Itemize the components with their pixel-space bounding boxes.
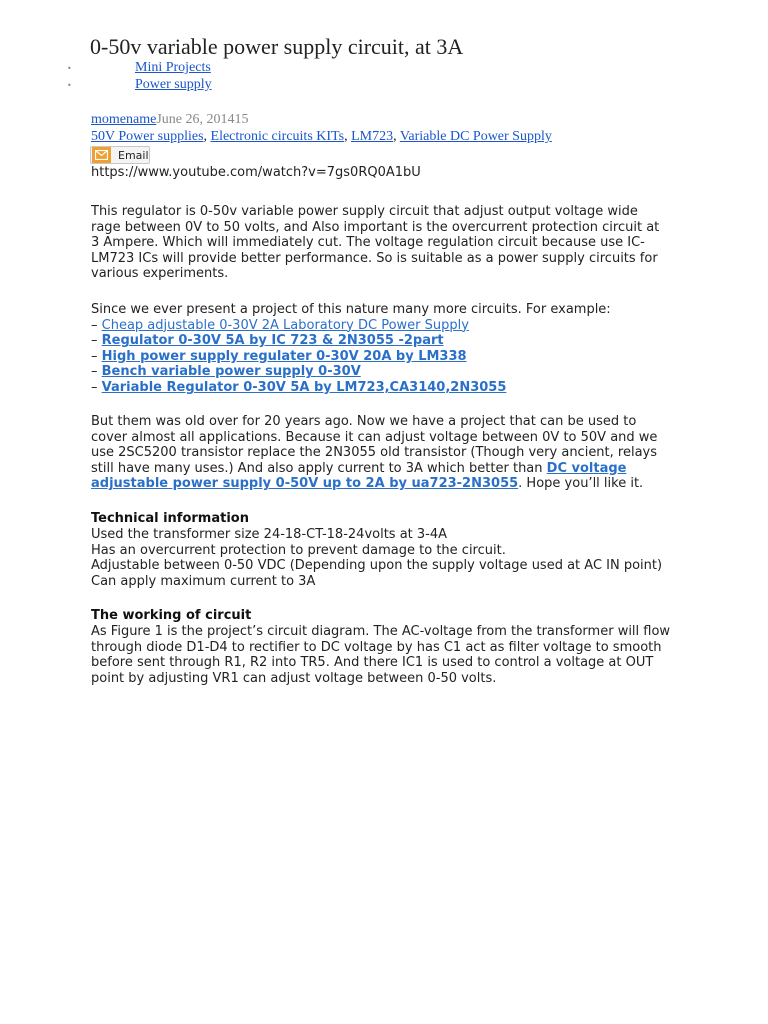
technical-information-heading: Technical information: [91, 511, 249, 526]
example-item: [91, 364, 691, 380]
paragraph-line: But them was old over for 20 years ago. Now we have a project that can be used to: [91, 414, 637, 429]
category-link-power-supply[interactable]: Power supply: [135, 77, 212, 92]
paragraph-line: [91, 461, 691, 477]
history-paragraph: [91, 414, 691, 492]
example-link-high-power-lm338[interactable]: High power supply regulater 0-30V 20A by LM338: [101, 348, 467, 364]
bullet-marker: •: [67, 81, 72, 90]
tag-link-electronic-circuits-kits[interactable]: Electronic circuits KITs: [210, 129, 345, 144]
tag-list: [91, 129, 552, 145]
working-of-circuit-heading: The working of circuit: [91, 608, 252, 623]
example-link-regulator-0-30v-5a[interactable]: Regulator 0-30V 5A by IC 723 & 2N3055 -2part: [101, 333, 444, 349]
category-link-mini-projects[interactable]: Mini Projects: [135, 60, 211, 75]
paragraph-line: through diode D1-D4 to rectifier to DC voltage by has C1 act as filter voltage to smooth: [91, 639, 662, 655]
dc-voltage-link-part2[interactable]: adjustable power supply 0-50V up to 2A by ua723-2N3055: [91, 476, 519, 492]
example-item: [91, 349, 691, 365]
intro-paragraph: [91, 204, 691, 282]
paragraph-line: use 2SC5200 transistor replace the 2N3055 old transistor (Though very ancient, relays: [91, 445, 658, 461]
paragraph-line: [91, 476, 691, 492]
spec-line: Can apply maximum current to 3A: [91, 573, 316, 589]
example-item: [91, 333, 691, 349]
paragraph-line: point by adjusting VR1 can adjust voltage between 0-50 volts.: [91, 670, 497, 686]
dc-voltage-link-part1[interactable]: DC voltage: [546, 460, 627, 476]
youtube-url: https://www.youtube.com/watch?v=7gs0RQ0A1bU: [91, 165, 421, 180]
spec-line: Used the transformer size 24-18-CT-18-24volts at 3-4A: [91, 527, 448, 542]
dash: –: [91, 333, 102, 349]
example-link-variable-regulator-lm723[interactable]: Variable Regulator 0-30V 5A by LM723,CA3140,2N3055: [101, 379, 507, 395]
spec-line: Adjustable between 0-50 VDC (Depending upon the supply voltage used at AC IN point): [91, 558, 663, 574]
envelope-icon: [92, 147, 111, 163]
bullet-marker: •: [67, 64, 72, 73]
tag-link-variable-dc-power-supply[interactable]: Variable DC Power Supply: [399, 129, 552, 144]
paragraph-line: This regulator is 0-50v variable power supply circuit that adjust output voltage wide: [91, 204, 638, 219]
tag-separator: ,: [344, 129, 352, 144]
paragraph-text: . Hope you’ll like it.: [518, 476, 644, 492]
example-item: [91, 380, 691, 396]
paragraph-line: LM723 ICs will provide better performance. So is suitable as a power supply circuits for: [91, 250, 658, 266]
spec-line: Has an overcurrent protection to prevent damage to the circuit.: [91, 542, 506, 558]
post-meta: [91, 112, 248, 128]
example-link-bench-variable[interactable]: Bench variable power supply 0-30V: [101, 364, 361, 380]
email-share-button[interactable]: [90, 146, 150, 164]
dash: –: [91, 364, 102, 380]
example-link-cheap-0-30v-2a[interactable]: Cheap adjustable 0-30V 2A Laboratory DC Power Supply: [101, 317, 469, 333]
paragraph-line: before sent through R1, R2 into TR5. And there IC1 is used to control a voltage at OUT: [91, 655, 654, 671]
paragraph-line: rage between 0V to 50 volts, and Also important is the overcurrent protection circuit at: [91, 219, 660, 235]
tag-separator: ,: [393, 129, 400, 144]
article-title: 0-50v variable power supply circuit, at 3A: [90, 34, 464, 59]
paragraph-line: cover almost all applications. Because it can adjust voltage between 0V to 50V and we: [91, 429, 658, 445]
paragraph-line: As Figure 1 is the project’s circuit diagram. The AC-voltage from the transformer will flow: [91, 624, 671, 639]
tag-separator: ,: [203, 129, 211, 144]
tag-link-lm723[interactable]: LM723: [351, 129, 394, 144]
dash: –: [91, 348, 102, 364]
email-button-label: Email: [118, 148, 149, 162]
paragraph-line: various experiments.: [91, 266, 229, 282]
post-date: June 26, 201415: [156, 112, 249, 127]
tag-link-50v-power-supplies[interactable]: 50V Power supplies: [91, 129, 204, 144]
examples-intro: Since we ever present a project of this nature many more circuits. For example:: [91, 302, 611, 317]
working-of-circuit-paragraph: [91, 624, 691, 686]
example-item: [91, 318, 691, 334]
dash: –: [91, 379, 102, 395]
examples-section: [91, 302, 691, 396]
author-link[interactable]: momename: [91, 112, 157, 127]
dash: –: [91, 317, 102, 333]
paragraph-text: still have many uses.) And also apply current to 3A which better than: [91, 460, 547, 476]
technical-information-list: [91, 527, 691, 589]
paragraph-line: 3 Ampere. Which will immediately cut. The voltage regulation circuit because use IC-: [91, 235, 645, 251]
